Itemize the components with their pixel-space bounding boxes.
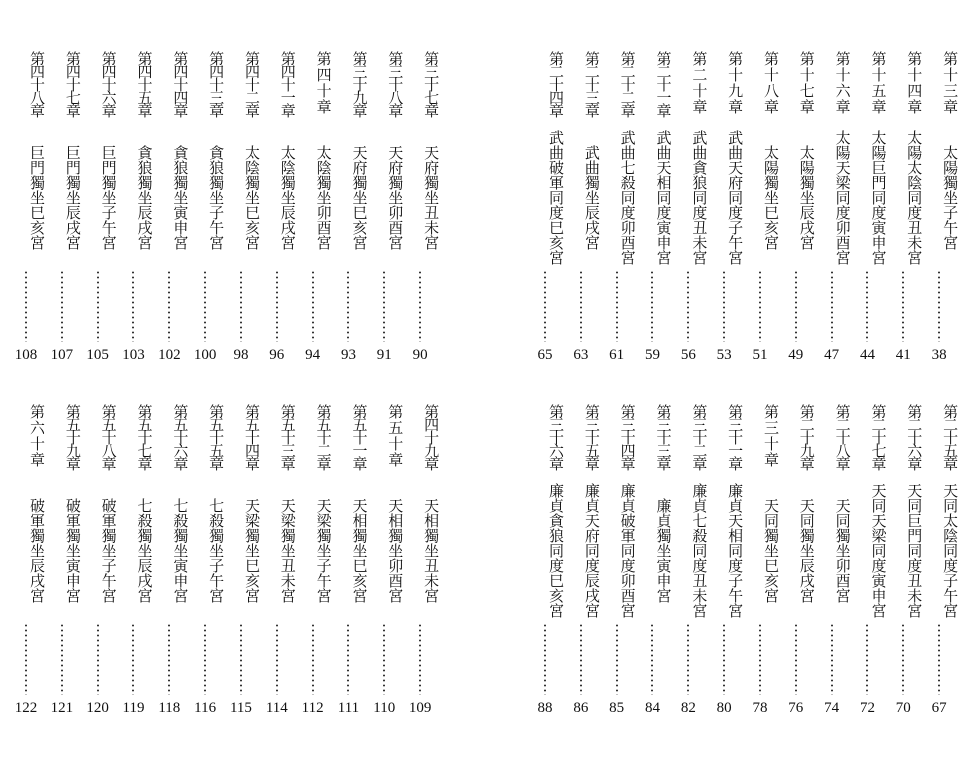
chapter-number: 第十三章	[941, 51, 960, 115]
chapter-number: 第二十三章	[582, 50, 601, 116]
toc-entry[interactable]	[706, 50, 745, 370]
dot-leader	[61, 623, 63, 695]
dot-leader	[544, 623, 546, 695]
toc-entry[interactable]	[814, 50, 850, 370]
dot-leader	[831, 623, 833, 695]
dot-leader	[419, 623, 421, 695]
dot-leader	[347, 270, 349, 342]
chapter-number: 第三十三章	[654, 403, 673, 469]
toc-entry[interactable]	[8, 403, 44, 723]
toc-entry[interactable]	[187, 50, 226, 370]
chapter-title: 廉貞天府同度辰戌宮	[582, 483, 601, 618]
chapter-title: 破軍獨坐子午宮	[99, 498, 118, 603]
dot-leader	[419, 270, 421, 342]
page-number: 96	[269, 347, 285, 363]
page-number: 90	[412, 347, 428, 363]
toc-entry[interactable]	[402, 403, 441, 723]
chapter-number: 第三十一章	[726, 403, 745, 469]
chapter-number: 第五十九章	[63, 403, 82, 469]
chapter-title: 七殺獨坐寅申宮	[171, 498, 190, 603]
chapter-number: 第三十八章	[386, 50, 405, 116]
toc-entry[interactable]	[670, 403, 709, 723]
chapter-number: 第十九章	[726, 51, 745, 115]
page-number: 98	[233, 347, 249, 363]
toc-entry[interactable]	[402, 50, 441, 370]
chapter-title: 天府獨坐巳亥宮	[350, 145, 369, 250]
toc-entry[interactable]	[44, 50, 80, 370]
chapter-title: 貪狼獨坐辰戌宮	[135, 145, 154, 250]
chapter-number: 第十七章	[797, 51, 816, 115]
dot-leader	[132, 270, 134, 342]
dot-leader	[312, 270, 314, 342]
chapter-title: 武曲獨坐辰戌宮	[582, 145, 601, 250]
toc-entry[interactable]	[151, 403, 190, 723]
page-number: 118	[158, 700, 181, 716]
toc-entry[interactable]	[115, 50, 154, 370]
chapter-number: 第二十章	[690, 51, 709, 115]
page-number: 70	[895, 700, 911, 716]
chapter-title: 太陽巨門同度寅申宮	[869, 130, 888, 265]
dot-leader	[723, 623, 725, 695]
toc-entry[interactable]	[778, 50, 814, 370]
page-number: 76	[788, 700, 804, 716]
chapter-number: 第五十一章	[350, 403, 369, 469]
page-number: 109	[408, 700, 432, 716]
chapter-number: 第五十二章	[314, 403, 333, 469]
page-number: 91	[376, 347, 392, 363]
dot-leader	[616, 623, 618, 695]
chapter-number: 第四十一章	[278, 50, 297, 116]
page-number: 86	[573, 700, 589, 716]
chapter-number: 第二十七章	[869, 403, 888, 469]
chapter-title: 廉貞貪狼同度巳亥宮	[547, 483, 565, 618]
page-number: 88	[537, 700, 553, 716]
dot-leader	[651, 270, 653, 342]
chapter-number: 第二十二章	[618, 50, 637, 116]
chapter-number: 第五十三章	[278, 403, 297, 469]
toc-entry[interactable]	[885, 403, 924, 723]
page-number: 51	[752, 347, 768, 363]
dot-leader	[651, 623, 653, 695]
dot-leader	[902, 623, 904, 695]
page-number: 102	[158, 347, 181, 363]
chapter-title: 天梁獨坐子午宮	[314, 498, 333, 603]
toc-entry[interactable]	[778, 403, 814, 723]
chapter-number: 第五十四章	[242, 403, 261, 469]
chapter-title: 巨門獨坐辰戌宮	[63, 145, 82, 250]
chapter-title: 武曲貪狼同度丑未宮	[690, 130, 709, 265]
page-number: 78	[752, 700, 768, 716]
toc-entry[interactable]	[742, 403, 778, 723]
page-number: 121	[50, 700, 74, 716]
dot-leader	[544, 270, 546, 342]
dot-leader	[687, 270, 689, 342]
chapter-title: 天梁獨坐巳亥宮	[242, 498, 261, 603]
page-number: 72	[859, 700, 875, 716]
chapter-title: 破軍獨坐寅申宮	[63, 498, 82, 603]
chapter-title: 太陽太陰同度丑未宮	[905, 130, 924, 265]
dot-leader	[97, 623, 99, 695]
page-number: 115	[229, 700, 252, 716]
dot-leader	[616, 270, 618, 342]
chapter-number: 第三十二章	[690, 403, 709, 469]
page-number: 116	[194, 700, 217, 716]
chapter-number: 第三十章	[761, 404, 780, 468]
chapter-title: 太陽獨坐子午宮	[941, 145, 960, 250]
chapter-title: 廉貞天相同度子午宮	[726, 483, 745, 618]
chapter-number: 第四十四章	[171, 50, 190, 116]
chapter-number: 第五十六章	[171, 403, 190, 469]
page-number: 85	[609, 700, 625, 716]
chapter-number: 第五十章	[386, 404, 405, 468]
page-number: 44	[859, 347, 875, 363]
toc-panel-bottom-left	[8, 403, 441, 723]
dot-leader	[795, 270, 797, 342]
page-number: 114	[265, 700, 288, 716]
toc-entry[interactable]	[849, 403, 888, 723]
page-number: 111	[337, 700, 360, 716]
chapter-number: 第四十八章	[28, 50, 46, 116]
toc-panel-top-left	[8, 50, 441, 370]
page-number: 59	[644, 347, 660, 363]
dot-leader	[902, 270, 904, 342]
dot-leader	[580, 270, 582, 342]
chapter-title: 天同太陰同度子午宮	[941, 483, 960, 618]
chapter-number: 第二十五章	[941, 403, 960, 469]
page-number: 122	[14, 700, 38, 716]
chapter-title: 武曲天府同度子午宮	[726, 130, 745, 265]
toc-entry[interactable]	[634, 50, 673, 370]
chapter-number: 第二十四章	[547, 50, 565, 116]
page-number: 82	[680, 700, 696, 716]
chapter-number: 第六十章	[28, 404, 46, 468]
toc-entry[interactable]	[295, 403, 331, 723]
toc-entry[interactable]	[223, 50, 259, 370]
chapter-number: 第四十七章	[63, 50, 82, 116]
chapter-number: 第二十六章	[905, 403, 924, 469]
chapter-title: 巨門獨坐巳亥宮	[28, 145, 46, 250]
dot-leader	[723, 270, 725, 342]
chapter-number: 第四十二章	[242, 50, 261, 116]
toc-entry[interactable]	[527, 50, 563, 370]
page-number: 53	[716, 347, 732, 363]
toc-entry[interactable]	[921, 403, 960, 723]
chapter-title: 天同獨坐卯酉宮	[833, 498, 852, 603]
dot-leader	[759, 270, 761, 342]
chapter-title: 太陽獨坐巳亥宮	[761, 145, 780, 250]
chapter-number: 第二十八章	[833, 403, 852, 469]
chapter-number: 第十六章	[833, 51, 852, 115]
toc-entry[interactable]	[115, 403, 154, 723]
chapter-title: 太陽天梁同度卯酉宮	[833, 130, 852, 265]
toc-entry[interactable]	[223, 403, 259, 723]
dot-leader	[25, 623, 27, 695]
page-number: 120	[86, 700, 109, 716]
page-number: 80	[716, 700, 732, 716]
toc-entry[interactable]	[599, 50, 635, 370]
chapter-number: 第十四章	[905, 51, 924, 115]
chapter-title: 天同天梁同度寅申宮	[869, 483, 888, 618]
page-number: 84	[644, 700, 660, 716]
chapter-title: 廉貞獨坐寅申宮	[654, 498, 673, 603]
toc-entry[interactable]	[706, 403, 745, 723]
chapter-number: 第二十九章	[797, 403, 816, 469]
chapter-title: 廉貞破軍同度卯酉宮	[618, 483, 637, 618]
dot-leader	[831, 270, 833, 342]
toc-entry[interactable]	[849, 50, 888, 370]
toc-entry[interactable]	[44, 403, 80, 723]
toc-entry[interactable]	[330, 50, 369, 370]
page-number: 63	[573, 347, 589, 363]
dot-leader	[168, 623, 170, 695]
dot-leader	[132, 623, 134, 695]
toc-entry[interactable]	[921, 50, 960, 370]
chapter-title: 廉貞七殺同度丑未宮	[690, 483, 709, 618]
chapter-number: 第三十六章	[547, 403, 565, 469]
page-number: 38	[931, 347, 947, 363]
chapter-number: 第三十七章	[422, 50, 441, 116]
chapter-number: 第三十九章	[350, 50, 369, 116]
toc-entry[interactable]	[527, 403, 563, 723]
chapter-number: 第五十八章	[99, 403, 118, 469]
dot-leader	[276, 623, 278, 695]
page-number: 61	[609, 347, 625, 363]
toc-entry[interactable]	[151, 50, 190, 370]
toc-panel-top-right	[527, 50, 960, 370]
dot-leader	[240, 623, 242, 695]
dot-leader	[759, 623, 761, 695]
page-number: 93	[340, 347, 356, 363]
dot-leader	[168, 270, 170, 342]
chapter-title: 天同獨坐巳亥宮	[761, 498, 780, 603]
page-number: 41	[895, 347, 911, 363]
chapter-title: 天相獨坐丑未宮	[422, 498, 441, 603]
chapter-title: 七殺獨坐子午宮	[207, 498, 226, 603]
dot-leader	[383, 623, 385, 695]
chapter-number: 第二十一章	[654, 50, 673, 116]
chapter-number: 第十八章	[761, 51, 780, 115]
chapter-number: 第四十三章	[207, 50, 226, 116]
toc-entry[interactable]	[8, 50, 44, 370]
chapter-title: 武曲破軍同度巳亥宮	[547, 130, 565, 265]
chapter-number: 第五十七章	[135, 403, 154, 469]
toc-entry[interactable]	[80, 50, 116, 370]
dot-leader	[204, 270, 206, 342]
toc-entry[interactable]	[634, 403, 673, 723]
toc-entry[interactable]	[742, 50, 778, 370]
chapter-title: 太陽獨坐辰戌宮	[797, 145, 816, 250]
page-number: 105	[86, 347, 109, 363]
dot-leader	[347, 623, 349, 695]
toc-entry[interactable]	[366, 403, 405, 723]
dot-leader	[938, 623, 940, 695]
toc-entry[interactable]	[330, 403, 369, 723]
dot-leader	[276, 270, 278, 342]
chapter-title: 天梁獨坐丑未宮	[278, 498, 297, 603]
chapter-title: 武曲天相同度寅申宮	[654, 130, 673, 265]
dot-leader	[795, 623, 797, 695]
toc-entry[interactable]	[563, 50, 599, 370]
chapter-number: 第十五章	[869, 51, 888, 115]
chapter-title: 七殺獨坐辰戌宮	[135, 498, 154, 603]
chapter-title: 武曲七殺同度卯酉宮	[618, 130, 637, 265]
toc-entry[interactable]	[80, 403, 116, 723]
toc-entry[interactable]	[366, 50, 405, 370]
page-number: 49	[788, 347, 804, 363]
chapter-title: 貪狼獨坐寅申宮	[171, 145, 190, 250]
chapter-title: 貪狼獨坐子午宮	[207, 145, 226, 250]
chapter-title: 太陰獨坐巳亥宮	[242, 145, 261, 250]
page-number: 47	[824, 347, 840, 363]
page-number: 94	[305, 347, 321, 363]
chapter-number: 第四十五章	[135, 50, 154, 116]
dot-leader	[312, 623, 314, 695]
page-number: 56	[680, 347, 696, 363]
toc-entry[interactable]	[259, 50, 295, 370]
dot-leader	[25, 270, 27, 342]
dot-leader	[97, 270, 99, 342]
chapter-title: 天同獨坐辰戌宮	[797, 498, 816, 603]
toc-entry[interactable]	[259, 403, 295, 723]
chapter-number: 第四十六章	[99, 50, 118, 116]
chapter-title: 巨門獨坐子午宮	[99, 145, 118, 250]
page-number: 103	[122, 347, 145, 363]
dot-leader	[687, 623, 689, 695]
page-number: 108	[14, 347, 38, 363]
chapter-title: 天相獨坐巳亥宮	[350, 498, 369, 603]
page-number: 110	[373, 700, 396, 716]
page-number: 119	[122, 700, 145, 716]
chapter-number: 第三十四章	[618, 403, 637, 469]
dot-leader	[383, 270, 385, 342]
dot-leader	[866, 623, 868, 695]
toc-entry[interactable]	[563, 403, 599, 723]
toc-entry[interactable]	[187, 403, 226, 723]
page-number: 74	[824, 700, 840, 716]
chapter-title: 太陰獨坐卯酉宮	[314, 145, 333, 250]
chapter-number: 第四十九章	[422, 403, 441, 469]
chapter-title: 太陰獨坐辰戌宮	[278, 145, 297, 250]
page-number: 112	[301, 700, 324, 716]
toc-entry[interactable]	[885, 50, 924, 370]
dot-leader	[580, 623, 582, 695]
chapter-number: 第四十章	[314, 51, 333, 115]
dot-leader	[61, 270, 63, 342]
page-number: 65	[537, 347, 553, 363]
chapter-number: 第五十五章	[207, 403, 226, 469]
toc-entry[interactable]	[814, 403, 850, 723]
dot-leader	[240, 270, 242, 342]
toc-entry[interactable]	[295, 50, 331, 370]
chapter-title: 天府獨坐卯酉宮	[386, 145, 405, 250]
dot-leader	[866, 270, 868, 342]
chapter-title: 破軍獨坐辰戌宮	[28, 498, 46, 603]
dot-leader	[938, 270, 940, 342]
toc-entry[interactable]	[599, 403, 635, 723]
page-number: 100	[193, 347, 217, 363]
chapter-number: 第三十五章	[582, 403, 601, 469]
toc-entry[interactable]	[670, 50, 709, 370]
chapter-title: 天相獨坐卯酉宮	[386, 498, 405, 603]
dot-leader	[204, 623, 206, 695]
chapter-title: 天府獨坐丑未宮	[422, 145, 441, 250]
page-number: 107	[50, 347, 74, 363]
chapter-title: 天同巨門同度丑未宮	[905, 483, 924, 618]
toc-panel-bottom-right	[527, 403, 960, 723]
page-number: 67	[931, 700, 947, 716]
